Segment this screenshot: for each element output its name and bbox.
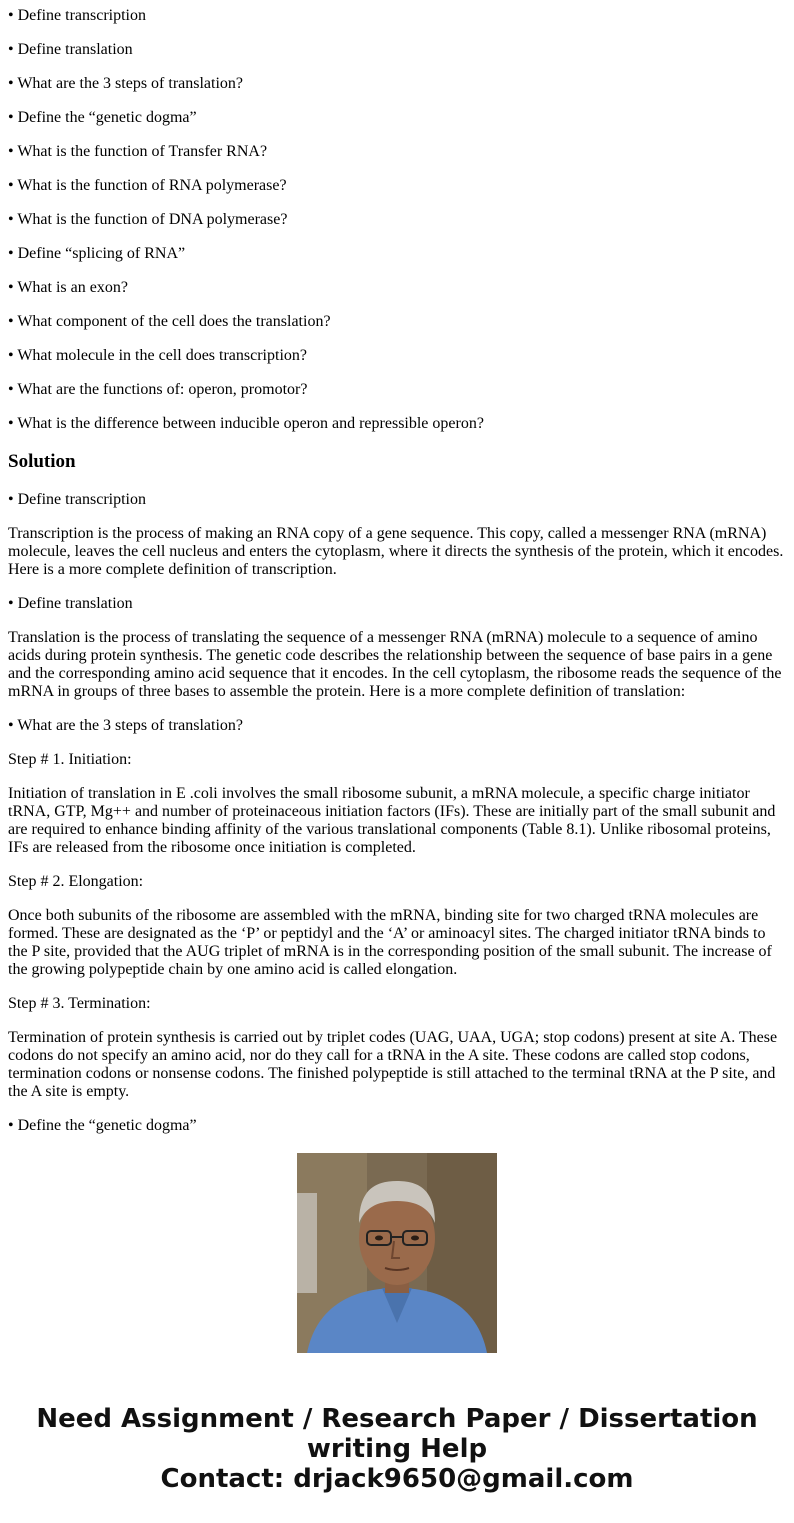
solution-question: • What are the 3 steps of translation? — [8, 717, 244, 734]
solution-answer: Once both subunits of the ribosome are assembled with the mRNA, binding site for two charged tRNA molecules are formed. These are designated as the ‘P’ or peptidyl and the ‘A’ or aminoacyl sites. The charged initiator tRNA binds to the P site, provided that the AUG triplet of mRNA is in the corresponding position of the small subunit. The increase of the growing polypeptide chain by one amino acid is called elongation. — [8, 907, 772, 978]
step-title: Step # 2. Elongation: — [8, 873, 144, 890]
step-title: Step # 3. Termination: — [8, 995, 151, 1012]
solution-answer: Translation is the process of translating the sequence of a messenger RNA (mRNA) molecule to a sequence of amino acids during protein synthesis. The genetic code describes the relationship between the sequence of base pairs in a gene and the corresponding amino acid sequence that it encodes. In the cell cytoplasm, the ribosome reads the sequence of the mRNA in groups of three bases to assemble the protein. Here is a more complete definition of translation: — [8, 629, 782, 700]
question-item: • What is the difference between inducible operon and repressible operon? — [8, 415, 484, 432]
question-item: • What component of the cell does the translation? — [8, 313, 331, 330]
question-item: • What is the function of RNA polymerase? — [8, 177, 287, 194]
question-item: • Define transcription — [8, 7, 146, 24]
promo-line: writing Help — [306, 1434, 488, 1464]
solution-answer: Termination of protein synthesis is carried out by triplet codes (UAG, UAA, UGA; stop codons) present at site A. These codons do not specify an amino acid, nor do they call for a tRNA in the A site. These codons are called stop codons, termination codons or nonsense codons. The finished polypeptide is still attached to the terminal tRNA at the P site, and the A site is empty. — [8, 1029, 778, 1100]
solution-question: • Define translation — [8, 595, 133, 612]
document-content — [8, 0, 786, 1134]
solution-question: • Define transcription — [8, 491, 146, 508]
question-item: • Define translation — [8, 41, 133, 58]
question-item: • What is the function of Transfer RNA? — [8, 143, 268, 160]
promo-line: Need Assignment / Research Paper / Dissertation — [36, 1404, 758, 1434]
step-title: Step # 1. Initiation: — [8, 751, 132, 768]
solution-question: • Define the “genetic dogma” — [8, 1117, 197, 1134]
question-item: • What are the 3 steps of translation? — [8, 75, 244, 92]
question-item: • What is the function of DNA polymerase? — [8, 211, 288, 228]
question-item: • What is an exon? — [8, 279, 128, 296]
solution-answer: Transcription is the process of making an RNA copy of a gene sequence. This copy, called a messenger RNA (mRNA) molecule, leaves the cell nucleus and enters the cytoplasm, where it directs the synthesis of the protein, which it encodes. Here is a more complete definition of transcription. — [8, 525, 784, 578]
solution-answer: Initiation of translation in E .coli involves the small ribosome subunit, a mRNA molecule, a specific charge initiator tRNA, GTP, Mg++ and number of proteinaceous initiation factors (IFs). These are initially part of the small subunit and are required to enhance binding affinity of the various translational components (Table 8.1). Unlike ribosomal proteins, IFs are released from the ribosome once initiation is completed. — [8, 785, 776, 856]
solution-heading: Solution — [8, 451, 76, 472]
question-item: • Define “splicing of RNA” — [8, 245, 186, 262]
portrait-image — [297, 1153, 497, 1353]
author-photo — [297, 1153, 497, 1353]
question-item: • Define the “genetic dogma” — [8, 109, 197, 126]
question-item: • What are the functions of: operon, promotor? — [8, 381, 308, 398]
question-item: • What molecule in the cell does transcription? — [8, 347, 307, 364]
promo-banner — [0, 1404, 794, 1494]
promo-contact: Contact: drjack9650@gmail.com — [160, 1464, 634, 1494]
